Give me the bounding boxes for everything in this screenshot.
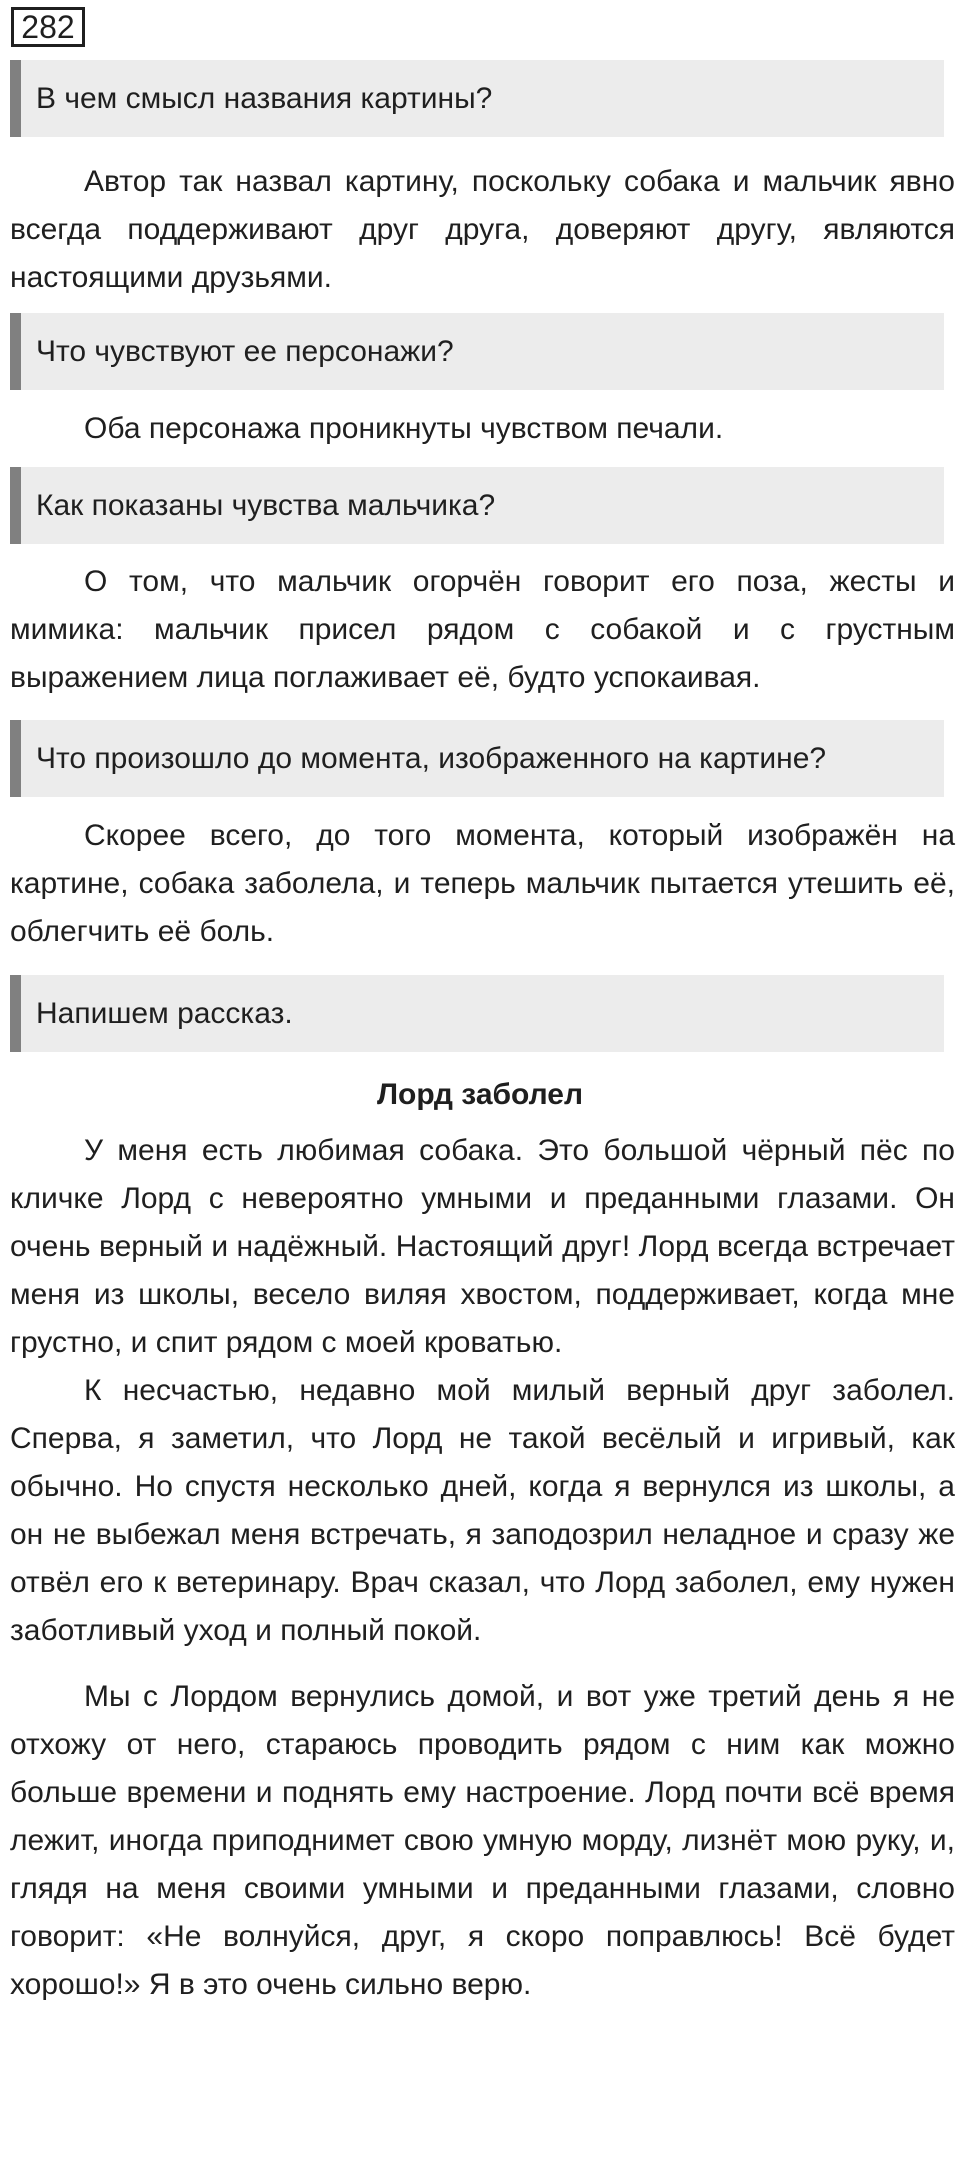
answer-paragraph-1: Автор так назвал картину, поскольку собака и мальчик явно всегда поддерживают друг друга, доверяют другу, являются настоящими друзьями. — [10, 165, 955, 294]
question-banner-2: Что чувствуют ее персонажи? — [10, 313, 944, 390]
answer-text-4 — [10, 812, 955, 956]
story-paragraph-2: К несчастью, недавно мой милый верный друг заболел. Сперва, я заметил, что Лорд не такой весёлый и игривый, как обычно. Но спустя несколько дней, когда я вернулся из школы, а он не выбежал меня встречать, я заподозрил неладное и сразу же отвёл его к ветеринару. Врач сказал, что Лорд заболел, ему нужен заботливый уход и полный покой. — [10, 1374, 955, 1647]
question-banner-4: Что произошло до момента, изображенного на картине? — [10, 720, 944, 797]
question-banner-3: Как показаны чувства мальчика? — [10, 467, 944, 544]
question-banner-1: В чем смысл названия картины? — [10, 60, 944, 137]
story-paragraph-1: У меня есть любимая собака. Это большой чёрный пёс по кличке Лорд с невероятно умными и преданными глазами. Он очень верный и надёжный. Настоящий друг! Лорд всегда встречает меня из школы, весело виляя хвостом, поддерживает, когда мне грустно, и спит рядом с моей кроватью. — [10, 1134, 955, 1359]
page-number: 282 — [11, 7, 85, 47]
story-body — [10, 1127, 955, 2009]
question-banner-5: Напишем рассказ. — [10, 975, 944, 1052]
answer-text-2 — [10, 405, 955, 453]
answer-paragraph-3: О том, что мальчик огорчён говорит его поза, жесты и мимика: мальчик присел рядом с собакой и с грустным выражением лица поглаживает её, будто успокаивая. — [10, 565, 955, 694]
answer-text-3 — [10, 558, 955, 702]
story-paragraph-3: Мы с Лордом вернулись домой, и вот уже третий день я не отхожу от него, стараюсь проводить рядом с ним как можно больше времени и поднять ему настроение. Лорд почти всё время лежит, иногда приподнимет свою умную морду, лизнёт мою руку, и, глядя на меня своими умными и преданными глазами, словно говорит: «Не волнуйся, друг, я скоро поправлюсь! Всё будет хорошо!» Я в это очень сильно верю. — [10, 1680, 955, 2001]
answer-text-1 — [10, 158, 955, 302]
answer-paragraph-4: Скорее всего, до того момента, который изображён на картине, собака заболела, и теперь мальчик пытается утешить её, облегчить её боль. — [10, 819, 955, 948]
story-title: Лорд заболел — [376, 1078, 584, 1111]
answer-paragraph-2: Оба персонажа проникнуты чувством печали. — [84, 412, 724, 445]
